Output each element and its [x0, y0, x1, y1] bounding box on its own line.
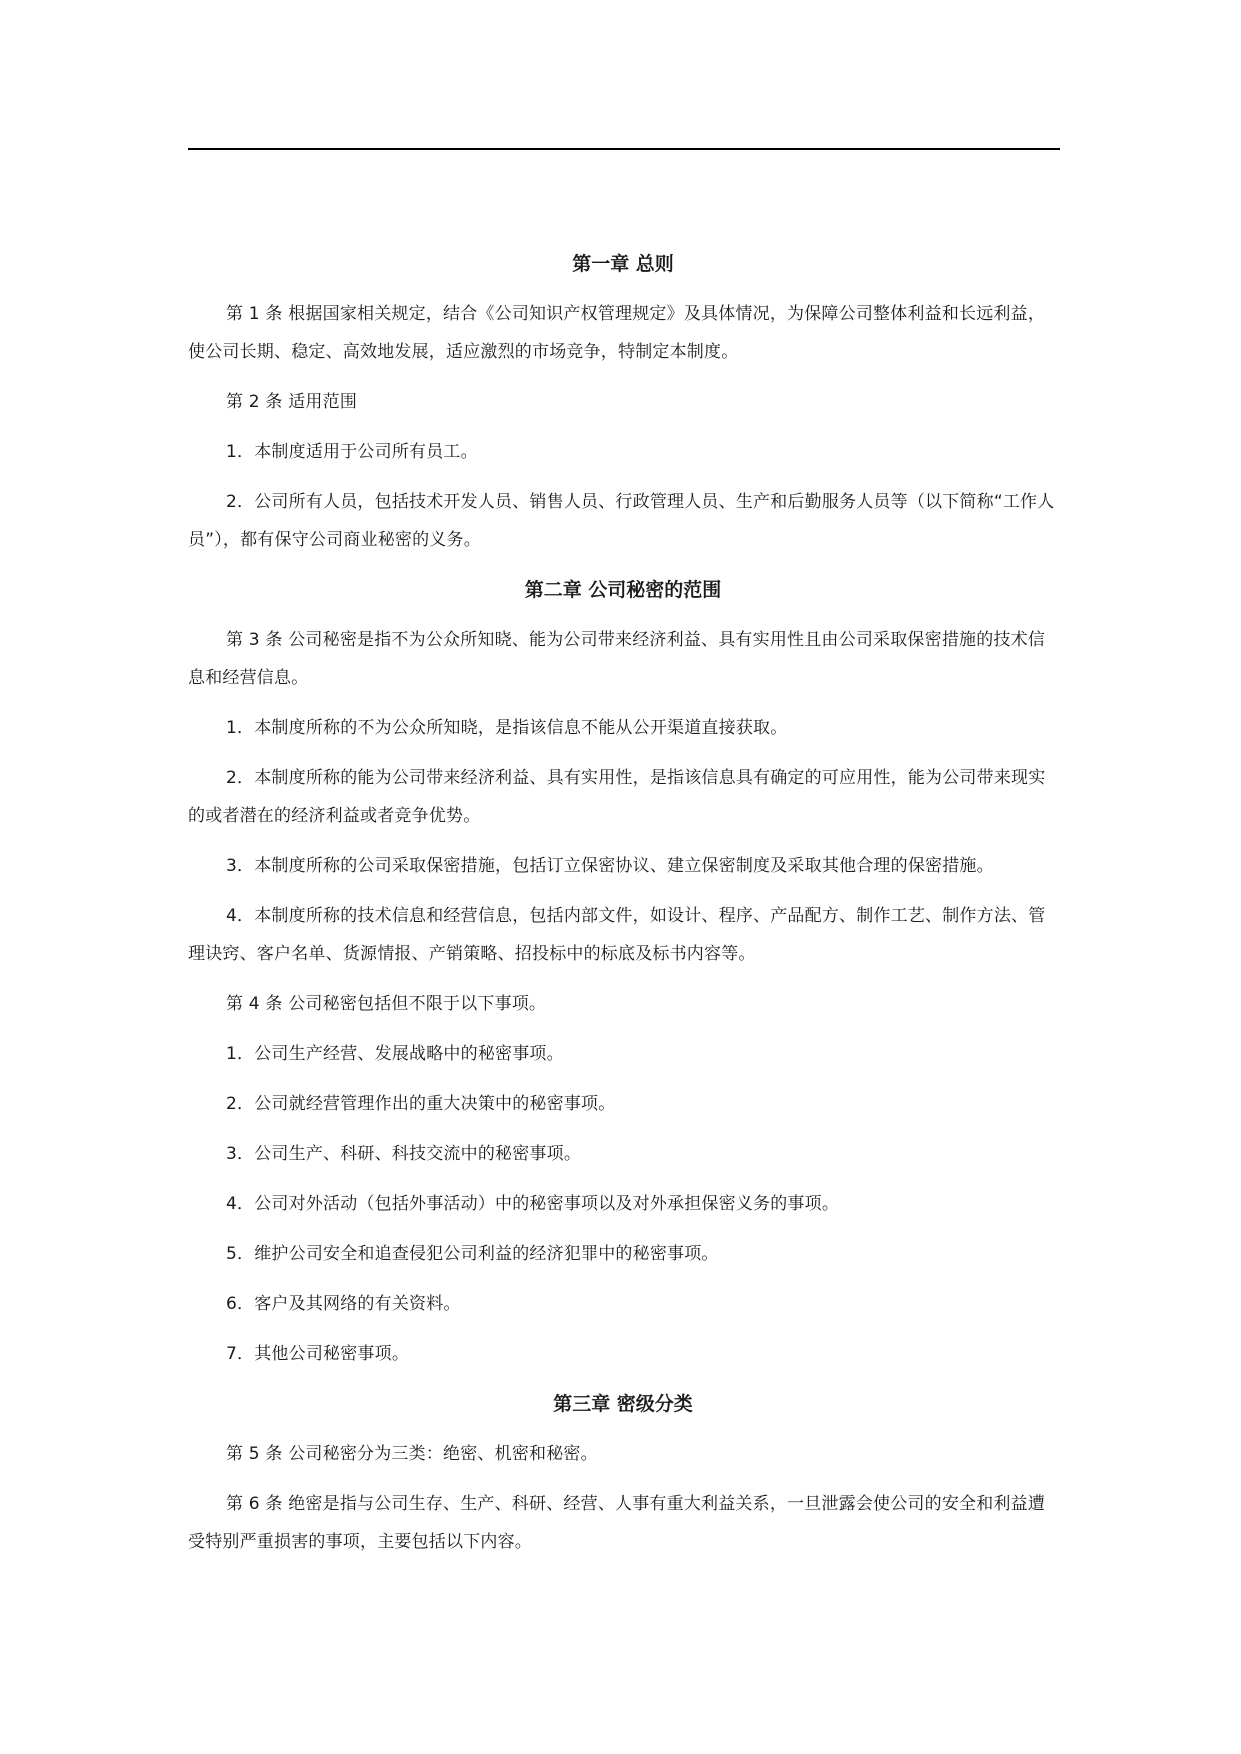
article-4-item-6: 6．客户及其网络的有关资料。 — [226, 1294, 461, 1314]
article-2: 第 2 条 适用范围 — [226, 392, 358, 412]
header-rule — [188, 148, 1060, 150]
article-4-item-5: 5．维护公司安全和追查侵犯公司利益的经济犯罪中的秘密事项。 — [226, 1244, 719, 1264]
article-4: 第 4 条 公司秘密包括但不限于以下事项。 — [226, 994, 547, 1014]
chapter-3-title: 第三章 密级分类 — [553, 1393, 693, 1415]
article-4-item-3: 3．公司生产、科研、科技交流中的秘密事项。 — [226, 1144, 582, 1164]
document-body — [188, 245, 1058, 1573]
article-6: 第 6 条 绝密是指与公司生存、生产、科研、经营、人事有重大利益关系，一旦泄露会使公司的安全和利益遭受特别严重损害的事项，主要包括以下内容。 — [188, 1494, 1046, 1552]
article-3: 第 3 条 公司秘密是指不为公众所知晓、能为公司带来经济利益、具有实用性且由公司采取保密措施的技术信息和经营信息。 — [188, 630, 1046, 688]
article-5: 第 5 条 公司秘密分为三类：绝密、机密和秘密。 — [226, 1444, 598, 1464]
article-4-item-1: 1．公司生产经营、发展战略中的秘密事项。 — [226, 1044, 564, 1064]
article-3-item-4: 4．本制度所称的技术信息和经营信息，包括内部文件，如设计、程序、产品配方、制作工艺、制作方法、管理诀窍、客户名单、货源情报、产销策略、招投标中的标底及标书内容等。 — [188, 906, 1046, 964]
article-2-item-2: 2．公司所有人员，包括技术开发人员、销售人员、行政管理人员、生产和后勤服务人员等（以下简称“工作人员”），都有保守公司商业秘密的义务。 — [188, 492, 1055, 550]
article-3-item-1: 1．本制度所称的不为公众所知晓，是指该信息不能从公开渠道直接获取。 — [226, 718, 788, 738]
chapter-1-title: 第一章 总则 — [572, 253, 674, 275]
article-2-item-1: 1．本制度适用于公司所有员工。 — [226, 442, 478, 462]
article-4-item-4: 4．公司对外活动（包括外事活动）中的秘密事项以及对外承担保密义务的事项。 — [226, 1194, 840, 1214]
article-3-item-2: 2．本制度所称的能为公司带来经济利益、具有实用性，是指该信息具有确定的可应用性，能为公司带来现实的或者潜在的经济利益或者竞争优势。 — [188, 768, 1046, 826]
chapter-2-title: 第二章 公司秘密的范围 — [524, 579, 722, 601]
article-4-item-2: 2．公司就经营管理作出的重大决策中的秘密事项。 — [226, 1094, 616, 1114]
article-3-item-3: 3．本制度所称的公司采取保密措施，包括订立保密协议、建立保密制度及采取其他合理的保密措施。 — [226, 856, 994, 876]
article-4-item-7: 7．其他公司秘密事项。 — [226, 1344, 410, 1364]
article-1: 第 1 条 根据国家相关规定，结合《公司知识产权管理规定》及具体情况，为保障公司整体利益和长远利益，使公司长期、稳定、高效地发展，适应激烈的市场竞争，特制定本制度。 — [188, 304, 1046, 362]
